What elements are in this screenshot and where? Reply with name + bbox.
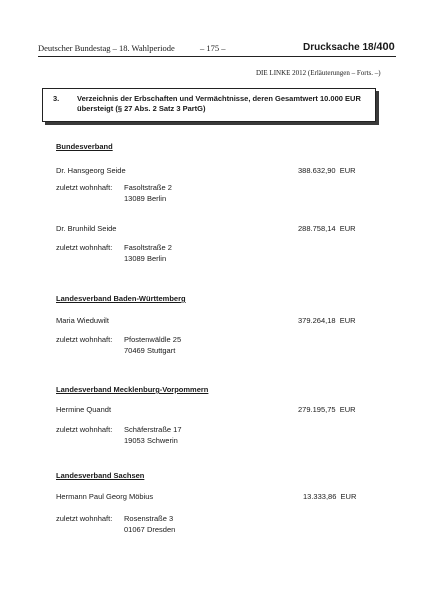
section-title-bundesverband: Bundesverband bbox=[56, 142, 113, 151]
section-title-mecklenburg-vorpommern: Landesverband Mecklenburg-Vorpommern bbox=[56, 385, 209, 394]
entry-address bbox=[124, 424, 182, 446]
address-street: Fasoltstraße 2 bbox=[124, 243, 172, 252]
amount-value: 13.333,86 bbox=[303, 492, 337, 501]
section-title-sachsen: Landesverband Sachsen bbox=[56, 471, 145, 480]
amount-currency: EUR bbox=[339, 166, 356, 175]
amount-value: 379.264,18 bbox=[298, 316, 336, 325]
section-heading-box bbox=[42, 88, 376, 122]
address-label: zuletzt wohnhaft: bbox=[56, 335, 113, 344]
header-rule bbox=[38, 56, 396, 57]
page-number: – 175 – bbox=[200, 43, 226, 53]
entry-name: Dr. Hansgeorg Seide bbox=[56, 166, 126, 175]
address-label: zuletzt wohnhaft: bbox=[56, 243, 113, 252]
entry-name: Dr. Brunhild Seide bbox=[56, 224, 117, 233]
entry-name: Maria Wieduwilt bbox=[56, 316, 109, 325]
entry-name: Hermann Paul Georg Möbius bbox=[56, 492, 154, 501]
amount-value: 279.195,75 bbox=[298, 405, 336, 414]
address-label: zuletzt wohnhaft: bbox=[56, 425, 113, 434]
address-city: 01067 Dresden bbox=[124, 525, 176, 534]
entry-address bbox=[124, 334, 181, 356]
address-city: 13089 Berlin bbox=[124, 254, 167, 263]
drucksache-value: 400 bbox=[376, 41, 395, 53]
entry-amount bbox=[298, 405, 356, 414]
address-city: 70469 Stuttgart bbox=[124, 346, 176, 355]
entry-address bbox=[124, 242, 172, 264]
entry-address bbox=[124, 513, 175, 535]
section-number: 3. bbox=[53, 94, 60, 103]
amount-currency: EUR bbox=[339, 224, 356, 233]
entry-amount bbox=[303, 492, 356, 501]
drucksache-label: Drucksache 18/ bbox=[303, 42, 377, 53]
address-city: 19053 Schwerin bbox=[124, 436, 178, 445]
amount-currency: EUR bbox=[339, 316, 356, 325]
amount-currency: EUR bbox=[340, 492, 357, 501]
address-street: Schäferstraße 17 bbox=[124, 425, 182, 434]
running-subheader: DIE LINKE 2012 (Erläuterungen – Forts. –) bbox=[256, 69, 381, 77]
running-header-left: Deutscher Bundestag – 18. Wahlperiode bbox=[38, 43, 175, 53]
address-city: 13089 Berlin bbox=[124, 194, 167, 203]
section-heading-text: Verzeichnis der Erbschaften und Vermächtnisse, deren Gesamtwert 10.000 EUR übersteigt (§ 27 Abs. 2 Satz 3 PartG) bbox=[77, 94, 361, 113]
section-title-baden-wuerttemberg: Landesverband Baden-Württemberg bbox=[56, 294, 186, 303]
entry-address bbox=[124, 182, 172, 204]
drucksache-number bbox=[303, 41, 395, 53]
address-label: zuletzt wohnhaft: bbox=[56, 514, 113, 523]
amount-value: 288.758,14 bbox=[298, 224, 336, 233]
address-label: zuletzt wohnhaft: bbox=[56, 183, 113, 192]
address-street: Rosenstraße 3 bbox=[124, 514, 174, 523]
entry-amount bbox=[298, 316, 356, 325]
amount-currency: EUR bbox=[339, 405, 356, 414]
amount-value: 388.632,90 bbox=[298, 166, 336, 175]
address-street: Fasoltstraße 2 bbox=[124, 183, 172, 192]
entry-name: Hermine Quandt bbox=[56, 405, 112, 414]
address-street: Pfostenwäldle 25 bbox=[124, 335, 182, 344]
entry-amount bbox=[298, 224, 356, 233]
entry-amount bbox=[298, 166, 356, 175]
